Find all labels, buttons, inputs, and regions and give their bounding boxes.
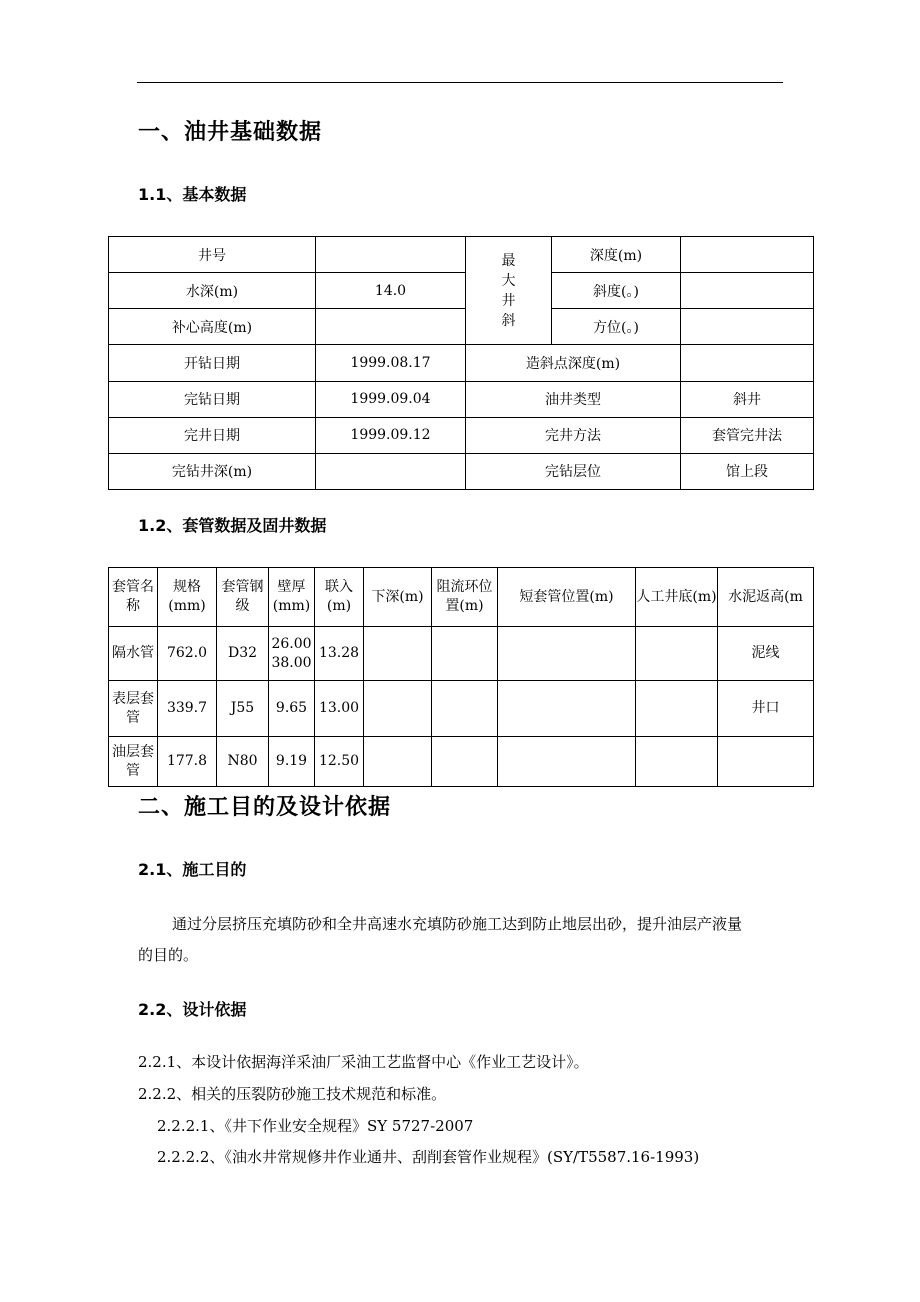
completion-method-label: 完井方法	[466, 417, 681, 453]
header-cement-top: 水泥返高(m	[718, 568, 814, 627]
table-row-cell	[498, 681, 636, 737]
basis-item: 2.2.2.1、《井下作业安全规程》SY 5727-2007	[157, 1117, 474, 1135]
table-row-cell	[364, 681, 432, 737]
header-connect-in: 联入(m)	[315, 568, 364, 627]
drill-end-label: 完钻日期	[109, 381, 316, 417]
header-wall-thickness: 壁厚(mm)	[269, 568, 315, 627]
table-row-cell	[364, 627, 432, 681]
completion-method-value: 套管完井法	[681, 417, 814, 453]
kop-label: 造斜点深度(m)	[466, 345, 681, 381]
table-row-cell: 9.65	[269, 681, 315, 737]
table-row-cell: N80	[217, 737, 269, 787]
kb-height-value	[316, 309, 466, 345]
inclination-value	[681, 273, 814, 309]
spud-date-label: 开钻日期	[109, 345, 316, 381]
header-short-casing: 短套管位置(m)	[498, 568, 636, 627]
table-row-cell: 339.7	[158, 681, 217, 737]
table-row-cell: 13.28	[315, 627, 364, 681]
basis-item: 2.2.2.2、《油水井常规修井作业通井、刮削套管作业规程》(SY/T5587.16-1993)	[157, 1148, 700, 1166]
section2-sub1: 2.1、施工目的	[138, 860, 247, 879]
drill-end-value: 1999.09.04	[316, 381, 466, 417]
table-row-cell	[718, 737, 814, 787]
table-row-cell	[498, 627, 636, 681]
table-row-cell: 隔水管	[109, 627, 158, 681]
table-row-cell	[636, 737, 718, 787]
well-type-value: 斜井	[681, 381, 814, 417]
completion-date-label: 完井日期	[109, 417, 316, 453]
header-grade: 套管钢级	[217, 568, 269, 627]
header-set-depth: 下深(m)	[364, 568, 432, 627]
header-size: 规格(mm)	[158, 568, 217, 627]
header-casing-name: 套管名称	[109, 568, 158, 627]
table-row-cell	[364, 737, 432, 787]
well-type-label: 油井类型	[466, 381, 681, 417]
table-row-cell: 泥线	[718, 627, 814, 681]
total-depth-label: 完钻井深(m)	[109, 453, 316, 489]
header-artificial-bottom: 人工井底(m)	[636, 568, 718, 627]
table-row-cell: 12.50	[315, 737, 364, 787]
basic-data-table	[108, 236, 814, 490]
water-depth-label: 水深(m)	[109, 273, 316, 309]
table-row-cell: 表层套管	[109, 681, 158, 737]
table-row-cell: J55	[217, 681, 269, 737]
basis-item: 2.2.1、本设计依据海洋采油厂采油工艺监督中心《作业工艺设计》。	[138, 1053, 589, 1071]
table-row-cell: 9.19	[269, 737, 315, 787]
header-rule	[137, 82, 783, 83]
header-float-collar: 阻流环位置(m)	[432, 568, 498, 627]
table-row-cell: 177.8	[158, 737, 217, 787]
purpose-line2: 的目的。	[138, 946, 199, 964]
kb-height-label: 补心高度(m)	[109, 309, 316, 345]
table-row-cell: 13.00	[315, 681, 364, 737]
section2-title: 二、施工目的及设计依据	[138, 795, 392, 820]
table-row-cell	[636, 681, 718, 737]
kop-value	[681, 345, 814, 381]
formation-label: 完钻层位	[466, 453, 681, 489]
total-depth-value	[316, 453, 466, 489]
table-row-cell: D32	[217, 627, 269, 681]
inclination-label: 斜度(。)	[552, 273, 681, 309]
section2-sub2: 2.2、设计依据	[138, 1000, 247, 1019]
max-inclination-label: 最 大 井 斜	[466, 237, 552, 345]
formation-value: 馆上段	[681, 453, 814, 489]
spud-date-value: 1999.08.17	[316, 345, 466, 381]
well-no-value	[316, 237, 466, 273]
azimuth-label: 方位(。)	[552, 309, 681, 345]
depth-value	[681, 237, 814, 273]
table-row-cell	[432, 737, 498, 787]
table-row-cell: 762.0	[158, 627, 217, 681]
table-row-cell: 26.00 38.00	[269, 627, 315, 681]
azimuth-value	[681, 309, 814, 345]
depth-label: 深度(m)	[552, 237, 681, 273]
casing-table	[108, 567, 814, 787]
well-no-label: 井号	[109, 237, 316, 273]
section1-title: 一、油井基础数据	[138, 120, 323, 145]
water-depth-value: 14.0	[316, 273, 466, 309]
table-row-cell: 油层套管	[109, 737, 158, 787]
table-row-cell	[432, 681, 498, 737]
table-row-cell	[432, 627, 498, 681]
section1-sub1: 1.1、基本数据	[138, 185, 247, 204]
purpose-line1: 通过分层挤压充填防砂和全井高速水充填防砂施工达到防止地层出砂，提升油层产液量	[172, 915, 743, 933]
table-row-cell	[498, 737, 636, 787]
table-row-cell: 井口	[718, 681, 814, 737]
completion-date-value: 1999.09.12	[316, 417, 466, 453]
table-row-cell	[636, 627, 718, 681]
basis-item: 2.2.2、相关的压裂防砂施工技术规范和标准。	[138, 1085, 447, 1103]
section1-sub2: 1.2、套管数据及固井数据	[138, 516, 327, 535]
